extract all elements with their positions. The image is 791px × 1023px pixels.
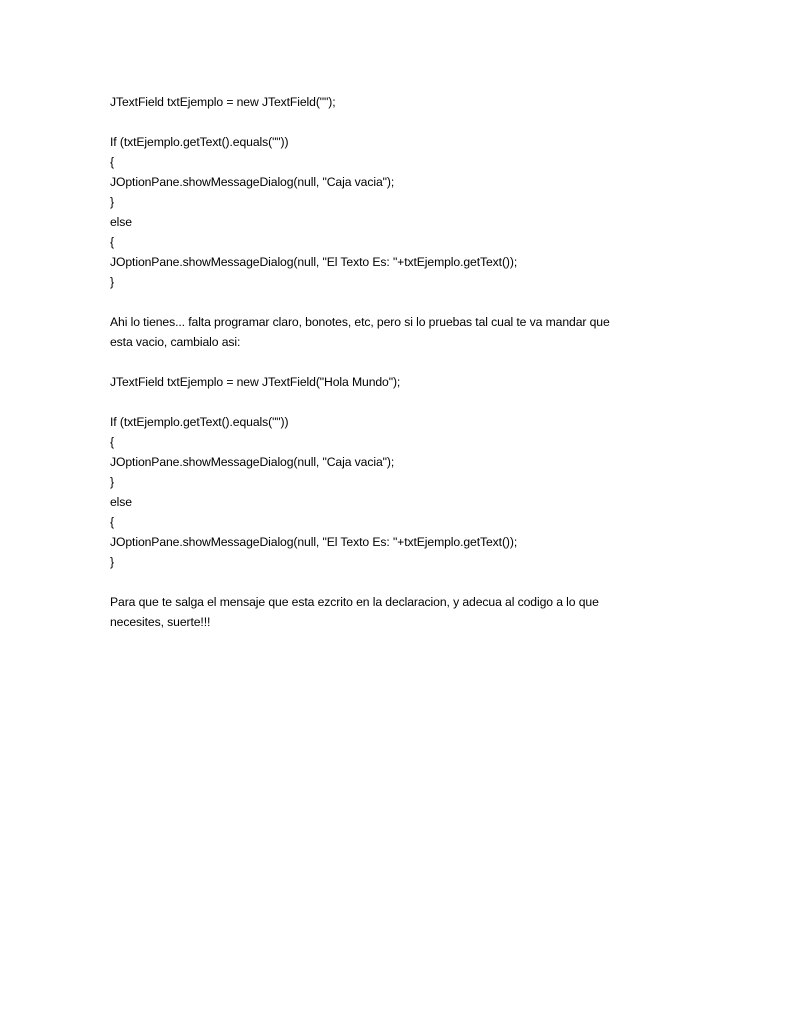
code-line: } — [110, 275, 114, 289]
code-line: { — [110, 235, 114, 249]
blank-line — [110, 292, 670, 312]
code-line: JTextField txtEjemplo = new JTextField(""); — [110, 95, 336, 109]
code-line: { — [110, 435, 114, 449]
paragraph-line: esta vacio, cambialo asi: — [110, 335, 241, 349]
blank-line — [110, 352, 670, 372]
code-line: else — [110, 495, 132, 509]
code-line: } — [110, 195, 114, 209]
code-line: JOptionPane.showMessageDialog(null, "El Texto Es: "+txtEjemplo.getText()); — [110, 255, 518, 269]
code-line: If (txtEjemplo.getText().equals("")) — [110, 415, 289, 429]
code-line: JOptionPane.showMessageDialog(null, "Caja vacia"); — [110, 455, 395, 469]
document-body — [110, 92, 670, 632]
blank-line — [110, 572, 670, 592]
code-line: JOptionPane.showMessageDialog(null, "Caja vacia"); — [110, 175, 395, 189]
code-line: else — [110, 215, 132, 229]
code-line: JOptionPane.showMessageDialog(null, "El Texto Es: "+txtEjemplo.getText()); — [110, 535, 518, 549]
paragraph-line: Para que te salga el mensaje que esta ezcrito en la declaracion, y adecua al codigo a lo que — [110, 595, 599, 609]
code-line: { — [110, 515, 114, 529]
blank-line — [110, 112, 670, 132]
blank-line — [110, 392, 670, 412]
code-line: JTextField txtEjemplo = new JTextField("Hola Mundo"); — [110, 375, 401, 389]
code-line: { — [110, 155, 114, 169]
paragraph-line: Ahi lo tienes... falta programar claro, bonotes, etc, pero si lo pruebas tal cual te va mandar que — [110, 315, 610, 329]
paragraph-line: necesites, suerte!!! — [110, 615, 211, 629]
code-line: } — [110, 475, 114, 489]
code-line: If (txtEjemplo.getText().equals("")) — [110, 135, 289, 149]
code-line: } — [110, 555, 114, 569]
